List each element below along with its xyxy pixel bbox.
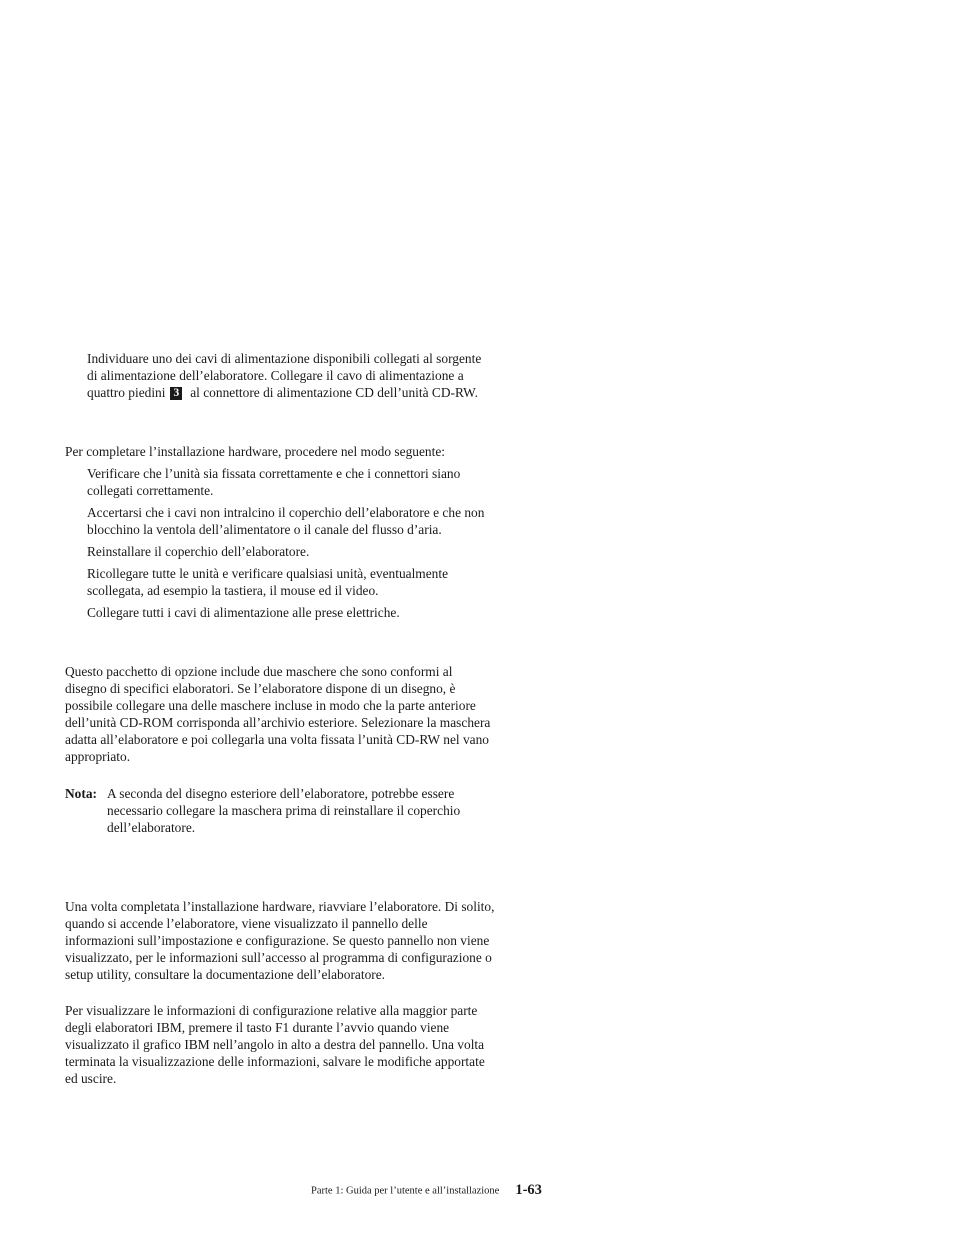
paragraph-line: setup utility, consultare la documentazione dell’elaboratore. bbox=[65, 967, 386, 982]
paragraph-text: al connettore di alimentazione CD dell’unità CD-RW. bbox=[190, 385, 478, 400]
list-item bbox=[87, 604, 484, 621]
paragraph-line: informazioni sull’impostazione e configurazione. Se questo pannello non viene bbox=[65, 933, 490, 948]
page-number: 1-63 bbox=[515, 1182, 542, 1199]
paragraph-line bbox=[87, 384, 481, 401]
list-item-line: Collegare tutti i cavi di alimentazione alle prese elettriche. bbox=[87, 605, 400, 620]
paragraph-line: visualizzato, per le informazioni sull’accesso al programma di configurazione o bbox=[65, 950, 492, 965]
list-item-line: Accertarsi che i cavi non intralcino il coperchio dell’elaboratore e che non bbox=[87, 505, 485, 520]
paragraph-line: appropriato. bbox=[65, 749, 131, 764]
completion-checklist bbox=[87, 465, 484, 626]
paragraph-line: Questo pacchetto di opzione include due maschere che sono conformi al bbox=[65, 664, 453, 679]
paragraph-line: dell’unità CD-ROM corrisponda all’archivio esteriore. Selezionare la maschera bbox=[65, 715, 491, 730]
list-item-line: blocchino la ventola dell’alimentatore o il canale del flusso d’aria. bbox=[87, 522, 442, 537]
page-footer bbox=[311, 1181, 542, 1199]
note-label: Nota: bbox=[65, 786, 97, 801]
paragraph-line: terminata la visualizzazione delle informazioni, salvare le modifiche apportate bbox=[65, 1054, 485, 1069]
intro-line: Per completare l’installazione hardware, procedere nel modo seguente: bbox=[65, 444, 445, 459]
list-item-line: Ricollegare tutte le unità e verificare qualsiasi unità, eventualmente bbox=[87, 566, 449, 581]
cd-power-cable-step bbox=[87, 350, 481, 401]
footer-title: Parte 1: Guida per l’utente e all’installazione bbox=[311, 1185, 500, 1197]
restart-paragraph bbox=[65, 898, 494, 983]
paragraph-line: quando si accende l’elaboratore, viene visualizzato il pannello delle bbox=[65, 916, 428, 931]
paragraph-line: possibile collegare una delle maschere incluse in modo che la parte anteriore bbox=[65, 698, 476, 713]
list-item-line: Reinstallare il coperchio dell’elaboratore. bbox=[87, 544, 310, 559]
note-body bbox=[107, 785, 460, 836]
list-item-line: scollegata, ad esempio la tastiera, il mouse ed il video. bbox=[87, 583, 379, 598]
note-line: necessario collegare la maschera prima di reinstallare il coperchio bbox=[107, 803, 461, 818]
list-item-line: collegati correttamente. bbox=[87, 483, 214, 498]
paragraph-line: Per visualizzare le informazioni di configurazione relative alla maggior parte bbox=[65, 1003, 478, 1018]
list-item bbox=[87, 465, 484, 499]
mask-paragraph bbox=[65, 663, 490, 765]
paragraph-line: degli elaboratori IBM, premere il tasto F1 durante l’avvio quando viene bbox=[65, 1020, 450, 1035]
paragraph-line: Una volta completata l’installazione hardware, riavviare l’elaboratore. Di solito, bbox=[65, 899, 495, 914]
paragraph-line: Individuare uno dei cavi di alimentazione disponibili collegati al sorgente bbox=[87, 351, 482, 366]
paragraph-line: adatta all’elaboratore e poi collegarla una volta fissata l’unità CD-RW nel vano bbox=[65, 732, 490, 747]
paragraph-line: visualizzato il grafico IBM nell’angolo in alto a destra del pannello. Una volta bbox=[65, 1037, 485, 1052]
paragraph-line: ed uscire. bbox=[65, 1071, 117, 1086]
list-item bbox=[87, 504, 484, 538]
note-line: dell’elaboratore. bbox=[107, 820, 196, 835]
paragraph-line: di alimentazione dell’elaboratore. Collegare il cavo di alimentazione a bbox=[87, 368, 464, 383]
paragraph-text: quattro piedini bbox=[87, 385, 166, 400]
list-item bbox=[87, 565, 484, 599]
callout-number-badge: 3 bbox=[170, 387, 182, 400]
completion-intro bbox=[65, 443, 445, 460]
config-paragraph bbox=[65, 1002, 485, 1087]
paragraph-line: disegno di specifici elaboratori. Se l’elaboratore dispone di un disegno, è bbox=[65, 681, 456, 696]
note-line: A seconda del disegno esteriore dell’elaboratore, potrebbe essere bbox=[107, 786, 455, 801]
list-item bbox=[87, 543, 484, 560]
list-item-line: Verificare che l’unità sia fissata correttamente e che i connettori siano bbox=[87, 466, 461, 481]
